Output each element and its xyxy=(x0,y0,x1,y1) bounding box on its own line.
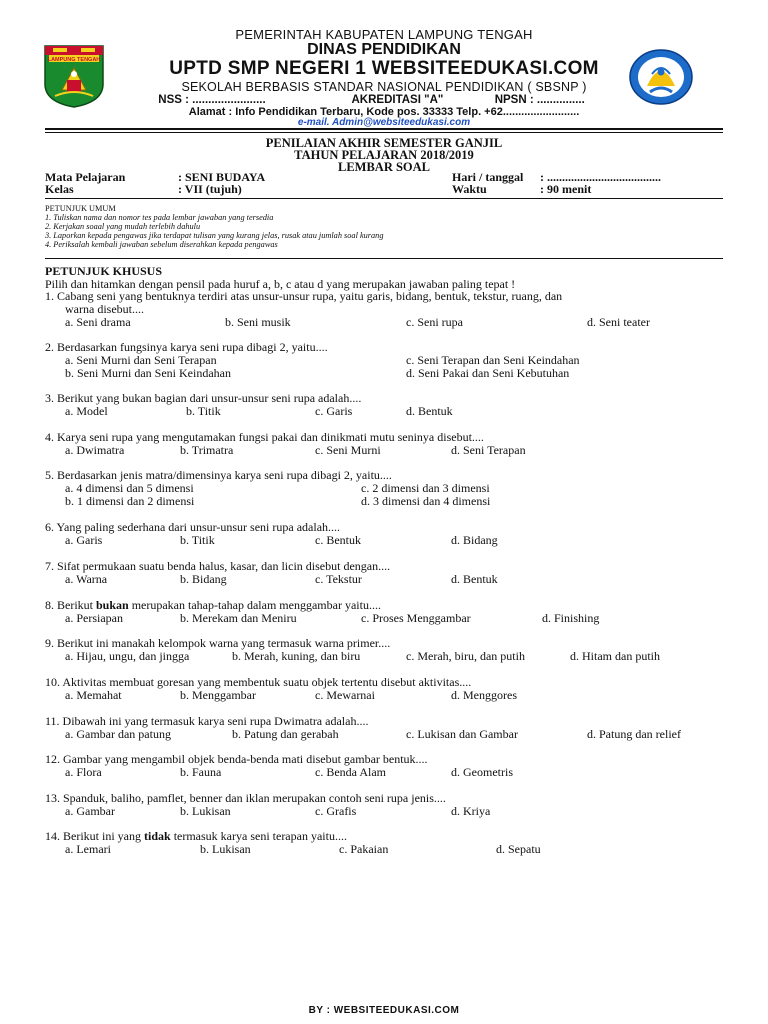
lampung-tengah-logo xyxy=(43,44,105,108)
question-6: 6. Yang paling sederhana dari unsur-unsur seni rupa adalah.... xyxy=(45,520,341,534)
option-6b[interactable]: b. Titik xyxy=(180,533,215,547)
option-4d[interactable]: d. Seni Terapan xyxy=(451,443,526,457)
option-2c[interactable]: c. Seni Terapan dan Seni Keindahan xyxy=(406,353,580,367)
option-11c[interactable]: c. Lukisan dan Gambar xyxy=(406,727,518,741)
subject-label: Mata Pelajaran xyxy=(45,170,126,184)
option-8b[interactable]: b. Merekam dan Meniru xyxy=(180,611,297,625)
government-line: PEMERINTAH KABUPATEN LAMPUNG TENGAH xyxy=(235,27,533,42)
subject-value: : SENI BUDAYA xyxy=(178,170,266,184)
general-instruction: 4. Periksalah kembali jawaban sebelum diserahkan kepada pengawas xyxy=(45,240,278,249)
general-instruction: 2. Kerjakan soaal yang mudah terlebih dahulu xyxy=(45,222,201,231)
academic-year: TAHUN PELAJARAN 2018/2019 xyxy=(294,148,474,162)
option-13b[interactable]: b. Lukisan xyxy=(180,804,231,818)
header-rule-thick xyxy=(45,128,723,130)
option-12d[interactable]: d. Geometris xyxy=(451,765,513,779)
question-11: 11. Dibawah ini yang termasuk karya seni rupa Dwimatra adalah.... xyxy=(45,714,369,728)
school-email: e-mail. Admin@websiteedukasi.com xyxy=(297,117,471,128)
npsn: NPSN : ............... xyxy=(494,94,585,106)
option-7c[interactable]: c. Tekstur xyxy=(315,572,362,586)
header-rule-thin xyxy=(45,132,723,133)
question-14: 14. Berikut ini yang tidak termasuk karya seni terapan yaitu.... xyxy=(45,829,347,843)
option-3b[interactable]: b. Titik xyxy=(186,404,221,418)
option-5c[interactable]: c. 2 dimensi dan 3 dimensi xyxy=(361,481,490,495)
option-2d[interactable]: d. Seni Pakai dan Seni Kebutuhan xyxy=(406,366,570,380)
option-7b[interactable]: b. Bidang xyxy=(180,572,227,586)
option-14c[interactable]: c. Pakaian xyxy=(339,842,389,856)
option-14d[interactable]: d. Sepatu xyxy=(496,842,541,856)
svg-text:LAMPUNG TENGAH: LAMPUNG TENGAH xyxy=(47,57,101,63)
option-1b[interactable]: b. Seni musik xyxy=(225,315,291,329)
school-address: Alamat : Info Pendidikan Terbaru, Kode pos. 33333 Telp. +62......................... xyxy=(188,106,580,118)
option-10d[interactable]: d. Menggores xyxy=(451,688,517,702)
time-label: Waktu xyxy=(452,182,487,196)
option-4a[interactable]: a. Dwimatra xyxy=(65,443,125,457)
question-7: 7. Sifat permukaan suatu benda halus, kasar, dan licin disebut dengan.... xyxy=(45,559,391,573)
question-1: 1. Cabang seni yang bentuknya terdiri atas unsur-unsur rupa, yaitu garis, bidang, bentuk, tekstur, ruang, dan xyxy=(45,289,563,303)
question-3: 3. Berikut yang bukan bagian dari unsur-unsur seni rupa adalah.... xyxy=(45,391,362,405)
option-3d[interactable]: d. Bentuk xyxy=(406,404,453,418)
option-10c[interactable]: c. Mewarnai xyxy=(315,688,375,702)
option-13d[interactable]: d. Kriya xyxy=(451,804,491,818)
question-8: 8. Berikut bukan merupakan tahap-tahap dalam menggambar yaitu.... xyxy=(45,598,381,612)
date-label: Hari / tanggal xyxy=(452,170,524,184)
option-10b[interactable]: b. Menggambar xyxy=(180,688,256,702)
special-instructions-title: PETUNJUK KHUSUS xyxy=(45,264,163,278)
option-7d[interactable]: d. Bentuk xyxy=(451,572,498,586)
option-9d[interactable]: d. Hitam dan putih xyxy=(570,649,660,663)
option-6c[interactable]: c. Bentuk xyxy=(315,533,361,547)
meta-rule xyxy=(45,198,723,199)
sheet-title: LEMBAR SOAL xyxy=(337,160,431,174)
option-3a[interactable]: a. Model xyxy=(65,404,108,418)
option-2a[interactable]: a. Seni Murni dan Seni Terapan xyxy=(65,353,217,367)
class-value: : VII (tujuh) xyxy=(178,182,242,196)
date-value: : ...................................... xyxy=(540,170,661,184)
option-1a[interactable]: a. Seni drama xyxy=(65,315,131,329)
option-13a[interactable]: a. Gambar xyxy=(65,804,115,818)
option-13c[interactable]: c. Grafis xyxy=(315,804,357,818)
option-8a[interactable]: a. Persiapan xyxy=(65,611,123,625)
option-10a[interactable]: a. Memahat xyxy=(65,688,122,702)
special-instruction: Pilih dan hitamkan dengan pensil pada huruf a, b, c atau d yang merupakan jawaban paling tepat ! xyxy=(45,277,516,291)
option-4b[interactable]: b. Trimatra xyxy=(180,443,234,457)
letterhead xyxy=(0,0,768,130)
school-name: UPTD SMP NEGERI 1 WEBSITEEDUKASI.COM xyxy=(169,58,599,79)
option-12b[interactable]: b. Fauna xyxy=(180,765,222,779)
option-11b[interactable]: b. Patung dan gerabah xyxy=(232,727,339,741)
option-1c[interactable]: c. Seni rupa xyxy=(406,315,463,329)
option-4c[interactable]: c. Seni Murni xyxy=(315,443,381,457)
option-6d[interactable]: d. Bidang xyxy=(451,533,498,547)
class-label: Kelas xyxy=(45,182,74,196)
question-5: 5. Berdasarkan jenis matra/dimensinya karya seni rupa dibagi 2, yaitu.... xyxy=(45,468,392,482)
option-12a[interactable]: a. Flora xyxy=(65,765,102,779)
option-5a[interactable]: a. 4 dimensi dan 5 dimensi xyxy=(65,481,194,495)
question-4: 4. Karya seni rupa yang mengutamakan fungsi pakai dan dinikmati mutu seninya disebut.... xyxy=(45,430,484,444)
option-11a[interactable]: a. Gambar dan patung xyxy=(65,727,171,741)
question-1-cont: warna disebut.... xyxy=(65,302,144,316)
option-8c[interactable]: c. Proses Menggambar xyxy=(361,611,471,625)
question-2: 2. Berdasarkan fungsinya karya seni rupa dibagi 2, yaitu.... xyxy=(45,340,328,354)
department-line: DINAS PENDIDIKAN xyxy=(307,41,461,58)
option-9b[interactable]: b. Merah, kuning, dan biru xyxy=(232,649,361,663)
question-13: 13. Spanduk, baliho, pamflet, benner dan iklan merupakan contoh seni rupa jenis.... xyxy=(45,791,446,805)
general-instruction: 1. Tuliskan nama dan nomor tes pada lembar jawaban yang tersedia xyxy=(45,213,274,222)
general-instruction: 3. Laporkan kepada pengawas jika terdapat tulisan yang kurang jelas, rusak atau jumlah soal kurang xyxy=(45,231,384,240)
option-6a[interactable]: a. Garis xyxy=(65,533,103,547)
option-2b[interactable]: b. Seni Murni dan Seni Keindahan xyxy=(65,366,231,380)
option-5d[interactable]: d. 3 dimensi dan 4 dimensi xyxy=(361,494,491,508)
option-14b[interactable]: b. Lukisan xyxy=(200,842,251,856)
tut-wuri-handayani-logo xyxy=(628,48,694,106)
footer-credit: BY : WEBSITEEDUKASI.COM xyxy=(308,1005,460,1016)
time-value: : 90 menit xyxy=(540,182,592,196)
option-1d[interactable]: d. Seni teater xyxy=(587,315,650,329)
question-12: 12. Gambar yang mengambil objek benda-benda mati disebut gambar bentuk.... xyxy=(45,752,428,766)
option-8d[interactable]: d. Finishing xyxy=(542,611,600,625)
question-9: 9. Berikut ini manakah kelompok warna yang termasuk warna primer.... xyxy=(45,636,391,650)
option-5b[interactable]: b. 1 dimensi dan 2 dimensi xyxy=(65,494,195,508)
question-10: 10. Aktivitas membuat goresan yang membentuk suatu objek tertentu disebut aktivitas.... xyxy=(45,675,472,689)
school-tagline: SEKOLAH BERBASIS STANDAR NASIONAL PENDIDIKAN ( SBSNP ) xyxy=(181,80,587,94)
exam-title: PENILAIAN AKHIR SEMESTER GANJIL xyxy=(265,136,503,150)
instructions-rule xyxy=(45,258,723,259)
nss: NSS : ....................... xyxy=(158,94,266,106)
option-14a[interactable]: a. Lemari xyxy=(65,842,111,856)
akreditasi: AKREDITASI "A" xyxy=(351,94,444,106)
option-3c[interactable]: c. Garis xyxy=(315,404,353,418)
option-11d[interactable]: d. Patung dan relief xyxy=(587,727,681,741)
general-instructions-title: PETUNJUK UMUM xyxy=(45,204,116,213)
option-12c[interactable]: c. Benda Alam xyxy=(315,765,386,779)
option-7a[interactable]: a. Warna xyxy=(65,572,108,586)
option-9c[interactable]: c. Merah, biru, dan putih xyxy=(406,649,525,663)
option-9a[interactable]: a. Hijau, ungu, dan jingga xyxy=(65,649,190,663)
